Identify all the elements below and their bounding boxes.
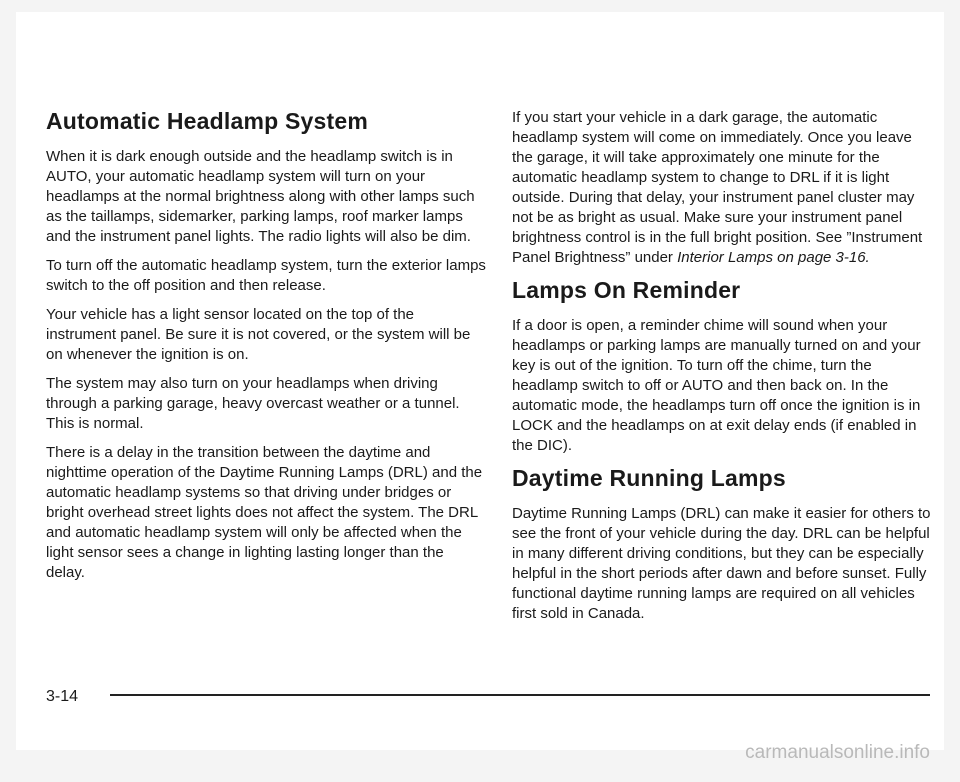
paragraph-4: The system may also turn on your headlamps when driving through a parking garage, heavy overcast weather or a tunnel. This is normal. — [46, 375, 460, 432]
paragraph-3: Your vehicle has a light sensor located on the top of the instrument panel. Be sure it is not covered, or the system will be on whenever the ignition is on. — [46, 306, 471, 363]
intro-text: If you start your vehicle in a dark garage, the automatic headlamp system will come on immediately. Once you leave the garage, it will take approximately one minute for the automatic headlamp system to change to DRL if it is light outside. During that delay, your instrument panel cluster may not be as bright as usual. Make sure your instrument panel brightness control is in the full bright position. See ”Instrument Panel Brightness” under — [512, 109, 923, 266]
daytime-running-lamps-text: Daytime Running Lamps (DRL) can make it easier for others to see the front of your vehicle during the day. DRL can be helpful in many different driving conditions, but they can be especially helpful in the short periods after dawn and before sunset. Fully functional daytime running lamps are required on all vehicles first sold in Canada. — [512, 505, 931, 622]
paragraph-2: To turn off the automatic headlamp system, turn the exterior lamps switch to the off position and then release. — [46, 257, 486, 294]
paragraph-1: When it is dark enough outside and the headlamp switch is in AUTO, your automatic headlamp system will turn on your headlamps at the normal brightness along with other lamps such as the taillamps, sidemarker, parking lamps, roof marker lamps and the instrument panel lights. The radio lights will also be dim. — [46, 148, 475, 245]
heading-daytime-running-lamps: Daytime Running Lamps — [512, 465, 786, 491]
lamps-on-reminder-text: If a door is open, a reminder chime will sound when your headlamps or parking lamps are manually turned on and your key is out of the ignition. To turn off the chime, turn the headlamp switch to off or AUTO and then back on. In the automatic mode, the headlamps turn off once the ignition is in LOCK and the headlamps on at exit delay ends (if enabled in the DIC). — [512, 317, 921, 454]
paragraph-5: There is a delay in the transition between the daytime and nighttime operation of the Daytime Running Lamps (DRL) and the automatic headlamp systems so that driving under bridges or bright overhead street lights does not affect the system. The DRL and automatic headlamp system will only be affected when the light sensor sees a change in lighting lasting longer than the delay. — [46, 444, 483, 581]
cross-reference-link[interactable]: Interior Lamps on page 3-16. — [677, 249, 870, 266]
page-number: 3-14 — [46, 688, 79, 705]
intro-paragraph — [512, 108, 932, 268]
heading-automatic-headlamp-system: Automatic Headlamp System — [46, 108, 368, 134]
manual-page — [16, 12, 944, 750]
footer-divider — [110, 694, 930, 696]
right-column — [512, 108, 932, 633]
left-column — [46, 108, 486, 592]
heading-lamps-on-reminder: Lamps On Reminder — [512, 277, 741, 303]
watermark: carmanualsonline.info — [745, 742, 930, 763]
